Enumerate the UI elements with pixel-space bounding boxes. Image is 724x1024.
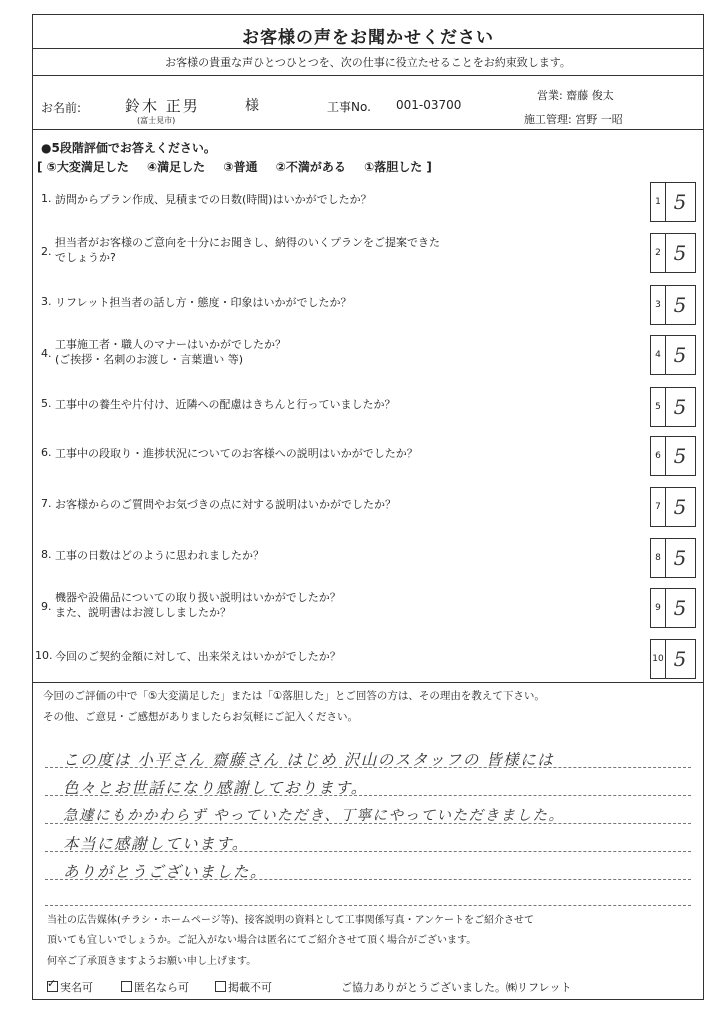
divider [33, 75, 703, 76]
question-text [55, 649, 341, 664]
thanks-message: ご協力ありがとうございました。㈱リフレット [341, 981, 572, 994]
scale-1: ①落胆した ] [364, 160, 432, 174]
option-real-name[interactable]: ✓実名可 [47, 979, 93, 995]
survey-form [32, 14, 704, 1000]
score-box[interactable] [650, 233, 696, 273]
score-box-number: 7 [651, 488, 666, 526]
question-row [33, 385, 647, 429]
handwritten-line: 急遽にもかかわらず やっていただき、丁寧にやっていただきました。 [63, 808, 565, 824]
question-line: 機器や設備品についての取り扱い説明はいかがでしたか？ [55, 591, 341, 604]
score-box-number: 9 [651, 589, 666, 627]
scale-3: ③普通 [223, 160, 258, 174]
question-line: 工事施工者・職人のマナーはいかがでしたか？ [55, 338, 286, 351]
score-box[interactable] [650, 588, 696, 628]
score-box[interactable] [650, 639, 696, 679]
score-value: 5 [673, 343, 687, 367]
score-value: 5 [673, 444, 687, 468]
score-box-number: 10 [651, 640, 666, 678]
question-row [33, 536, 647, 580]
divider [33, 129, 703, 130]
question-line: 工事中の養生や片付け、近隣への配慮はきちんと行っていましたか？ [55, 398, 396, 411]
honorific: 様 [245, 98, 259, 114]
evaluation-scale [37, 158, 446, 175]
comment-instruction-1: 今回のご評価の中で「⑤大変満足した」または「①落胆した」とご回答の方は、その理由を教えて下さい。 [43, 690, 545, 702]
question-line: 工事の日数はどのように思われましたか？ [55, 549, 264, 562]
score-box-number: 8 [651, 539, 666, 577]
sales-staff: 営業: 齋藤 俊太 [537, 89, 614, 102]
question-number: 3. [41, 295, 52, 308]
question-text [55, 397, 396, 412]
score-value: 5 [673, 596, 687, 620]
score-value: 5 [673, 495, 687, 519]
customer-city: (富士見市) [137, 116, 176, 125]
question-number: 2. [41, 245, 52, 258]
handwritten-line: この度は 小平さん 齋藤さん はじめ 沢山のスタッフの 皆様には [63, 751, 555, 769]
score-box[interactable] [650, 436, 696, 476]
form-subtitle: お客様の貴重な声ひとつひとつを、次の仕事に役立たせることをお約束致します。 [165, 56, 571, 69]
question-row [33, 434, 647, 478]
score-value: 5 [673, 395, 687, 419]
score-box[interactable] [650, 182, 696, 222]
question-text [55, 548, 264, 563]
question-text [55, 192, 372, 207]
score-box[interactable] [650, 335, 696, 375]
question-line: (ご挨拶・名刺のお渡し・言葉遣い 等) [55, 353, 244, 366]
question-row [33, 333, 647, 377]
question-line: でしょうか? [55, 251, 116, 264]
score-value: 5 [673, 293, 687, 317]
question-number: 10. [35, 649, 53, 662]
customer-name: 鈴木 正男 [125, 97, 200, 115]
question-line: 今回のご契約金額に対して、出来栄えはいかがでしたか？ [55, 650, 341, 663]
name-label: お名前: [41, 101, 82, 115]
question-text [55, 446, 418, 461]
score-value: 5 [673, 546, 687, 570]
form-title: お客様の声をお聞かせください [242, 28, 494, 48]
question-row [33, 180, 647, 224]
question-number: 6. [41, 446, 52, 459]
question-text [55, 235, 440, 265]
score-box[interactable] [650, 487, 696, 527]
footer-line-1: 当社の広告媒体(チラシ・ホームページ等)、接客説明の資料として工事関係写真・アンケートをご紹介させて [47, 915, 535, 926]
question-row [33, 637, 647, 681]
checkbox-icon[interactable] [215, 981, 226, 992]
question-row [33, 283, 647, 327]
score-value: 5 [673, 647, 687, 671]
question-line: 工事中の段取り・進捗状況についてのお客様への説明はいかがでしたか？ [55, 447, 418, 460]
question-row [33, 231, 647, 275]
comment-instruction-2: その他、ご意見・ご感想がありましたらお気軽にご記入ください。 [43, 711, 358, 723]
score-box-number: 1 [651, 183, 666, 221]
question-text [55, 590, 341, 620]
question-number: 7. [41, 497, 52, 510]
handwritten-line: 本当に感謝しています。 [63, 835, 249, 853]
score-box[interactable] [650, 538, 696, 578]
question-number: 1. [41, 192, 52, 205]
question-text [55, 497, 396, 512]
handwritten-line: 色々とお世話になり感謝しております。 [63, 779, 368, 797]
score-box-number: 3 [651, 286, 666, 324]
evaluation-heading: ●5段階評価でお答えください。 [41, 141, 216, 155]
option-anonymous[interactable]: 匿名なら可 [121, 979, 189, 995]
question-line: 訪問からプラン作成、見積までの日数(時間)はいかがでしたか？ [55, 193, 372, 206]
score-box-number: 4 [651, 336, 666, 374]
score-box[interactable] [650, 285, 696, 325]
ruled-line [45, 905, 691, 906]
question-number: 4. [41, 347, 52, 360]
score-value: 5 [673, 241, 687, 265]
scale-4: ④満足した [147, 160, 206, 174]
handwritten-line: ありがとうございました。 [63, 863, 268, 881]
option-no-publish[interactable]: 掲載不可 [215, 979, 272, 995]
question-number: 5. [41, 397, 52, 410]
question-line: 担当者がお客様のご意向を十分にお聞きし、納得のいくプランをご提案できた [55, 236, 440, 249]
question-line: リフレット担当者の話し方・態度・印象はいかがでしたか？ [55, 296, 352, 309]
scale-2: ②不満がある [275, 160, 346, 174]
question-row [33, 485, 647, 529]
question-text [55, 295, 351, 310]
score-box-number: 6 [651, 437, 666, 475]
question-text [55, 337, 286, 367]
question-number: 8. [41, 548, 52, 561]
question-line: また、説明書はお渡ししましたか？ [55, 606, 231, 619]
checkbox-icon[interactable] [121, 981, 132, 992]
footer-line-3: 何卒ご了承頂きますようお願い申し上げます。 [47, 956, 257, 967]
koji-number: 001-03700 [396, 98, 462, 112]
scale-5: [ ⑤大変満足した [37, 160, 129, 174]
koji-label: 工事No. [327, 100, 371, 114]
score-box-number: 5 [651, 388, 666, 426]
footer-line-2: 頂いても宜しいでしょうか。ご記入がない場合は匿名にてご紹介させて頂く場合がございます。 [47, 935, 477, 946]
score-value: 5 [673, 190, 687, 214]
divider [33, 48, 703, 49]
score-box-number: 2 [651, 234, 666, 272]
construction-staff: 施工管理: 宮野 一昭 [524, 113, 623, 126]
question-line: お客様からのご質問やお気づきの点に対する説明はいかがでしたか？ [55, 498, 396, 511]
score-box[interactable] [650, 387, 696, 427]
divider [33, 682, 703, 683]
question-row [33, 586, 647, 630]
question-number: 9. [41, 600, 52, 613]
checkbox-checked-icon[interactable] [47, 981, 58, 992]
